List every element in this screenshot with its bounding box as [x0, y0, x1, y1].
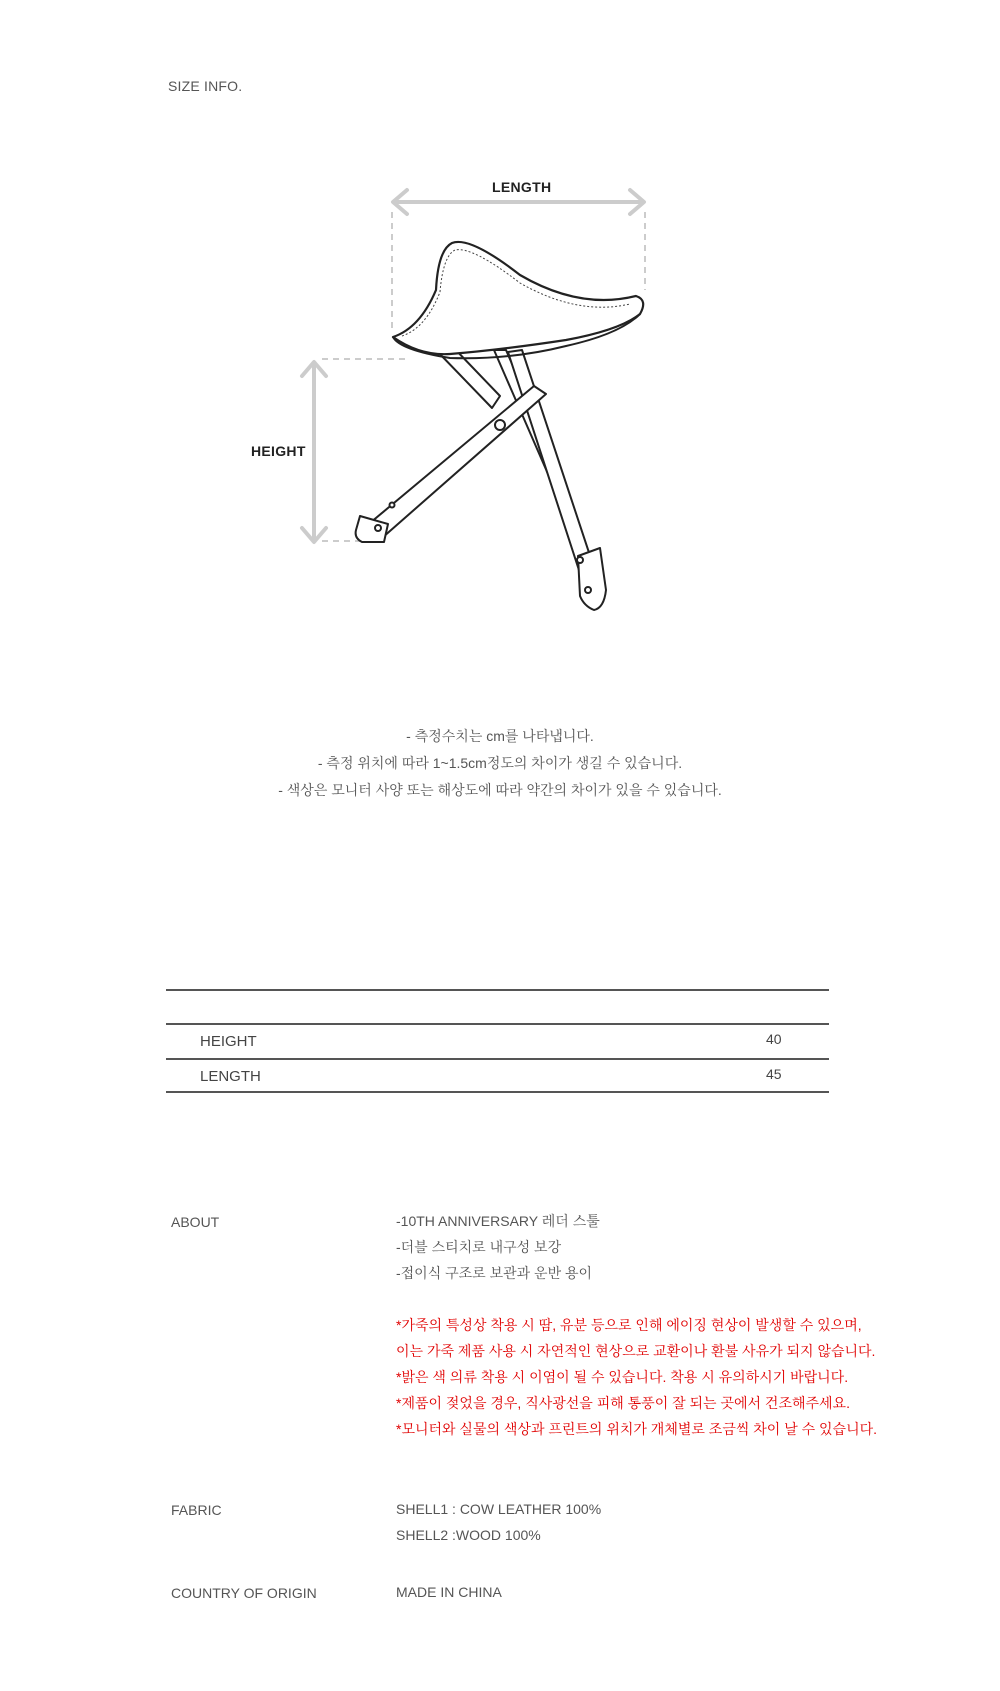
fabric-line: SHELL2 :WOOD 100% — [396, 1527, 541, 1543]
warning-line: 이는 가죽 제품 사용 시 자연적인 현상으로 교환이나 환불 사유가 되지 않습니다. — [396, 1343, 876, 1359]
fabric-label: FABRIC — [171, 1502, 222, 1518]
care-warnings — [396, 1312, 877, 1442]
fabric-line: SHELL1 : COW LEATHER 100% — [396, 1501, 602, 1517]
size-value: 45 — [766, 1066, 782, 1082]
size-value: 40 — [766, 1031, 782, 1047]
about-line: -더블 스티치로 내구성 보강 — [396, 1239, 562, 1255]
about-line: -10TH ANNIVERSARY 레더 스툴 — [396, 1213, 600, 1229]
fabric-lines — [396, 1496, 601, 1548]
warning-line: *가죽의 특성상 착용 시 땀, 유분 등으로 인해 에이징 현상이 발생할 수 있으며, — [396, 1317, 862, 1333]
origin-value: MADE IN CHINA — [396, 1584, 502, 1600]
size-label: HEIGHT — [200, 1033, 257, 1050]
stool-seat — [393, 242, 643, 358]
stool-legs — [356, 346, 606, 610]
length-label: LENGTH — [492, 179, 552, 195]
stool-illustration — [0, 0, 1000, 660]
warning-line: *모니터와 실물의 색상과 프린트의 위치가 개체별로 조금씩 차이 날 수 있습니다. — [396, 1421, 878, 1437]
about-line: -접이식 구조로 보관과 운반 용이 — [396, 1265, 593, 1281]
note-line: - 색상은 모니터 사양 또는 해상도에 따라 약간의 차이가 있을 수 있습니다. — [278, 782, 722, 798]
about-label: ABOUT — [171, 1214, 220, 1230]
table-row — [166, 1023, 829, 1058]
about-lines — [396, 1208, 600, 1286]
note-line: - 측정수치는 cm를 나타냅니다. — [406, 728, 594, 744]
warning-line: *밝은 색 의류 착용 시 이염이 될 수 있습니다. 착용 시 유의하시기 바랍니다. — [396, 1369, 849, 1385]
size-table — [166, 989, 829, 1093]
size-label: LENGTH — [200, 1068, 261, 1085]
stool-size-diagram — [0, 0, 1000, 660]
height-label: HEIGHT — [251, 443, 306, 459]
table-row — [166, 1058, 829, 1093]
section-title: SIZE INFO. — [168, 78, 243, 94]
measurement-notes — [0, 723, 1000, 804]
table-header — [166, 991, 829, 1023]
origin-label: COUNTRY OF ORIGIN — [171, 1585, 317, 1601]
note-line: - 측정 위치에 따라 1~1.5cm정도의 차이가 생길 수 있습니다. — [317, 755, 683, 771]
warning-line: *제품이 젖었을 경우, 직사광선을 피해 통풍이 잘 되는 곳에서 건조해주세요. — [396, 1395, 850, 1411]
